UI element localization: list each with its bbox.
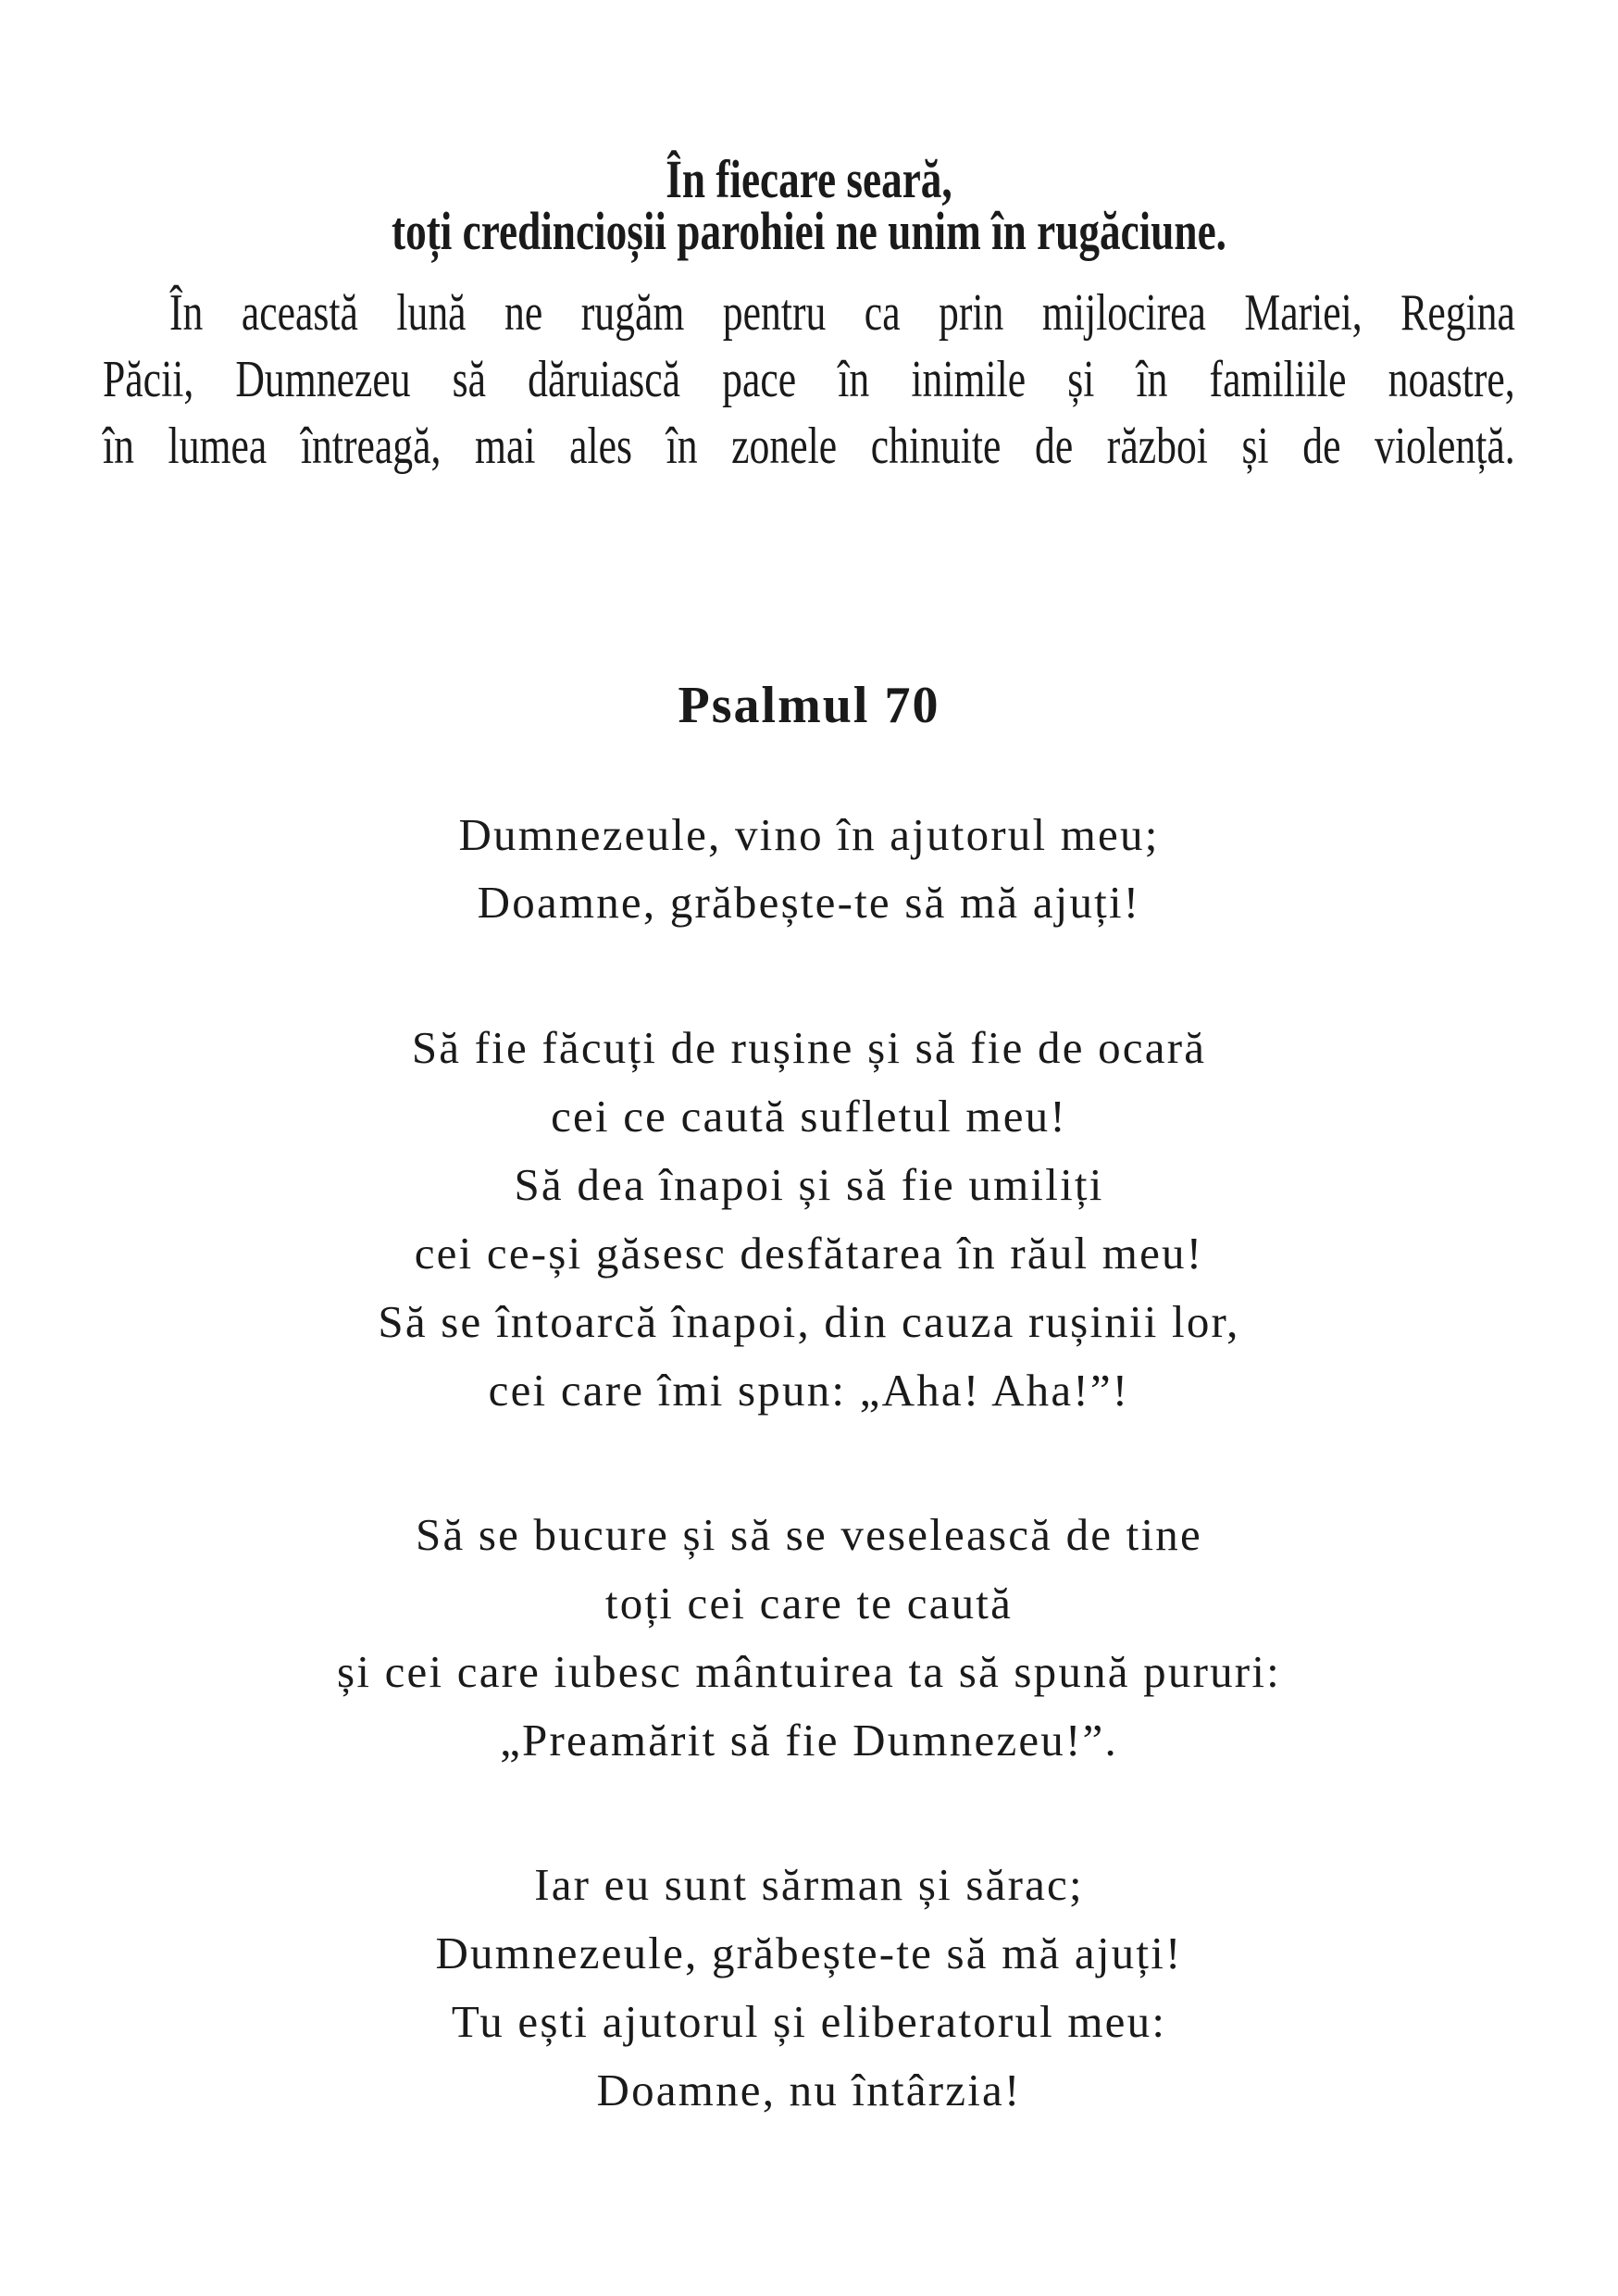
heading-line: toți credincioșii parohiei ne unim în rugăciune. xyxy=(392,201,1226,261)
psalm-line: cei ce-și găsesc desfătarea în răul meu! xyxy=(414,1228,1204,1279)
psalm-line: Iar eu sunt sărman și sărac; xyxy=(534,1859,1084,1910)
heading-line: În fiecare seară, xyxy=(666,149,952,209)
paragraph-line: Păcii, Dumnezeu să dăruiască pace în inimile și în familiile noastre, xyxy=(103,351,1515,408)
psalm-line: Să se întoarcă înapoi, din cauza rușinii lor, xyxy=(378,1296,1240,1347)
psalm-line: Dumnezeule, grăbește-te să mă ajuți! xyxy=(435,1928,1183,1978)
psalm-line: cei ce caută sufletul meu! xyxy=(551,1091,1067,1142)
psalm-line: Doamne, grăbește-te să mă ajuți! xyxy=(477,877,1141,928)
psalm-line: Să dea înapoi și să fie umiliți xyxy=(514,1159,1104,1210)
paragraph-line: în lumea întreagă, mai ales în zonele chinuite de război și de violență. xyxy=(103,418,1515,475)
psalm-line: Dumnezeule, vino în ajutorul meu; xyxy=(458,809,1160,860)
psalm-line: „Preamărit să fie Dumnezeu!”. xyxy=(500,1715,1118,1766)
psalm-line: Să fie făcuți de rușine și să fie de ocară xyxy=(411,1022,1207,1073)
psalm-line: Să se bucure și să se veselească de tine xyxy=(416,1509,1202,1560)
paragraph-line: În această lună ne rugăm pentru ca prin mijlocirea Mariei, Regina xyxy=(169,284,1515,342)
psalm-line: și cei care iubesc mântuirea ta să spună pururi: xyxy=(337,1646,1281,1697)
psalm-title: Psalmul 70 xyxy=(678,677,940,734)
psalm-line: Tu ești ajutorul și eliberatorul meu: xyxy=(451,1996,1167,2047)
psalm-line: cei care îmi spun: „Aha! Aha!”! xyxy=(488,1365,1130,1416)
psalm-line: toți cei care te caută xyxy=(604,1578,1014,1628)
psalm-line: Doamne, nu întârzia! xyxy=(596,2065,1022,2115)
